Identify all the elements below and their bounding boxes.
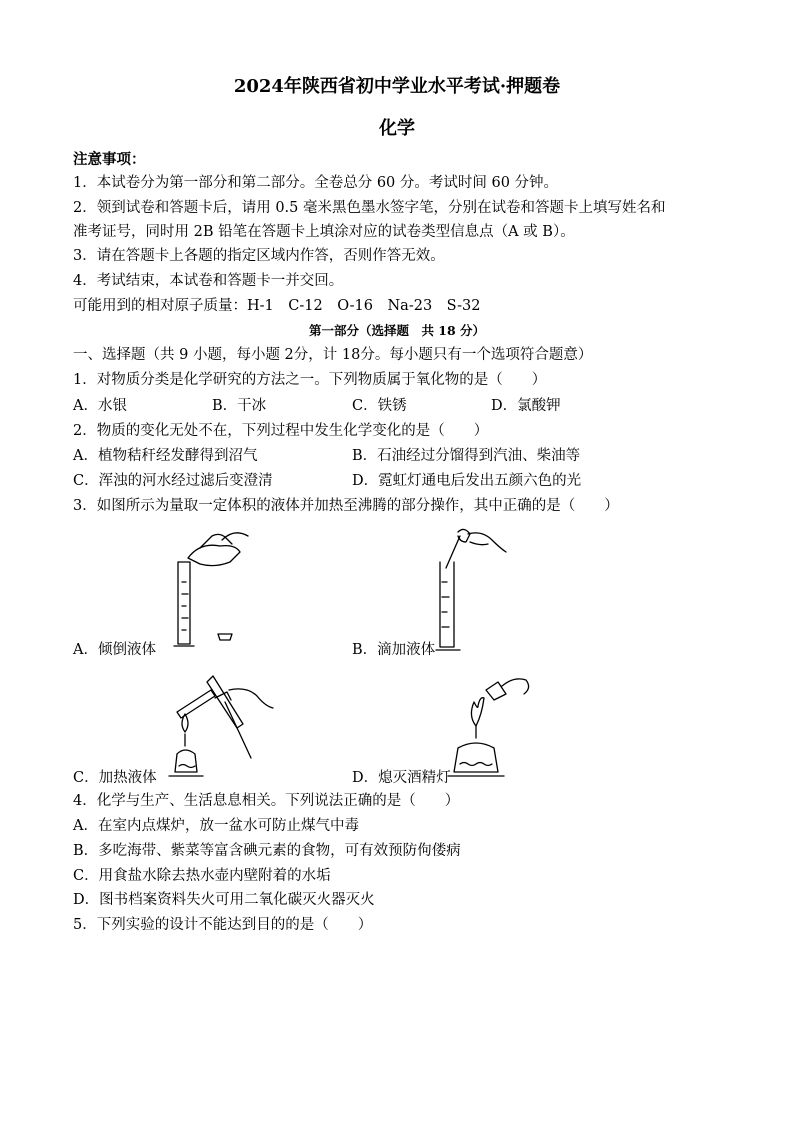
figure-pouring-liquid — [160, 522, 260, 652]
q4-option-c: C．用食盐水除去热水壶内壁附着的水垢 — [73, 868, 331, 884]
notice-item-2: 2．领到试卷和答题卡后，请用 0.5 毫米黑色墨水签字笔，分别在试卷和答题卡上填写姓名和 — [73, 200, 666, 216]
part1-heading: 第一部分（选择题 共 18 分） — [308, 323, 486, 338]
q4-option-b: B．多吃海带、紫菜等富含碘元素的食物，可有效预防佝偻病 — [73, 843, 461, 859]
q4-stem: 4．化学与生产、生活息息相关。下列说法正确的是（ ） — [73, 793, 460, 809]
exam-title: 2024年陕西省初中学业水平考试·押题卷 — [233, 76, 561, 97]
notice-item-3: 3．请在答题卡上各题的指定区域内作答，否则作答无效。 — [73, 248, 445, 264]
q3-option-a: A．倾倒液体 — [73, 642, 156, 658]
figure-heating-liquid — [155, 672, 285, 787]
q3-option-b: B．滴加液体 — [352, 642, 436, 658]
q2-stem: 2．物质的变化无处不在，下列过程中发生化学变化的是（ ） — [73, 423, 489, 439]
q3-option-d: D．熄灭酒精灯 — [352, 770, 451, 786]
notice-item-1: 1．本试卷分为第一部分和第二部分。全卷总分 60 分。考试时间 60 分钟。 — [73, 175, 559, 191]
q1-option-a: A．水银 — [73, 398, 127, 414]
q2-option-d: D．霓虹灯通电后发出五颜六色的光 — [352, 473, 582, 489]
q4-option-a: A．在室内点煤炉，放一盆水可防止煤气中毒 — [73, 818, 359, 834]
q1-stem: 1．对物质分类是化学研究的方法之一。下列物质属于氧化物的是（ ） — [73, 372, 547, 388]
subject-title: 化学 — [379, 118, 415, 139]
figure-dropping-liquid — [430, 522, 510, 657]
q1-option-b: B．干冰 — [212, 398, 267, 414]
q2-option-b: B．石油经过分馏得到汽油、柴油等 — [352, 448, 581, 464]
notice-item-4: 4．考试结束，本试卷和答题卡一并交回。 — [73, 273, 344, 289]
q3-option-c: C．加热液体 — [73, 770, 157, 786]
q5-stem: 5．下列实验的设计不能达到目的的是（ ） — [73, 917, 373, 933]
q4-option-d: D．图书档案资料失火可用二氧化碳灭火器灭火 — [73, 892, 375, 908]
q2-option-c: C．浑浊的河水经过滤后变澄清 — [73, 473, 273, 489]
q2-option-a: A．植物秸秆经发酵得到沼气 — [73, 448, 258, 464]
q3-stem: 3．如图所示为量取一定体积的液体并加热至沸腾的部分操作，其中正确的是（ ） — [73, 498, 619, 514]
notice-heading: 注意事项： — [73, 151, 146, 168]
section-heading: 一、选择题（共 9 小题，每小题 2分，计 18分。每小题只有一个选项符合题意） — [73, 347, 593, 363]
notice-item-2-cont: 准考证号，同时用 2B 铅笔在答题卡上填涂对应的试卷类型信息点（A 或 B）。 — [73, 224, 575, 240]
atomic-mass-line: 可能用到的相对原子质量：H-1 C-12 O-16 Na-23 S-32 — [73, 298, 481, 314]
figure-extinguishing-lamp — [440, 668, 540, 783]
q1-option-d: D．氯酸钾 — [491, 398, 561, 414]
q1-option-c: C．铁锈 — [352, 398, 407, 414]
